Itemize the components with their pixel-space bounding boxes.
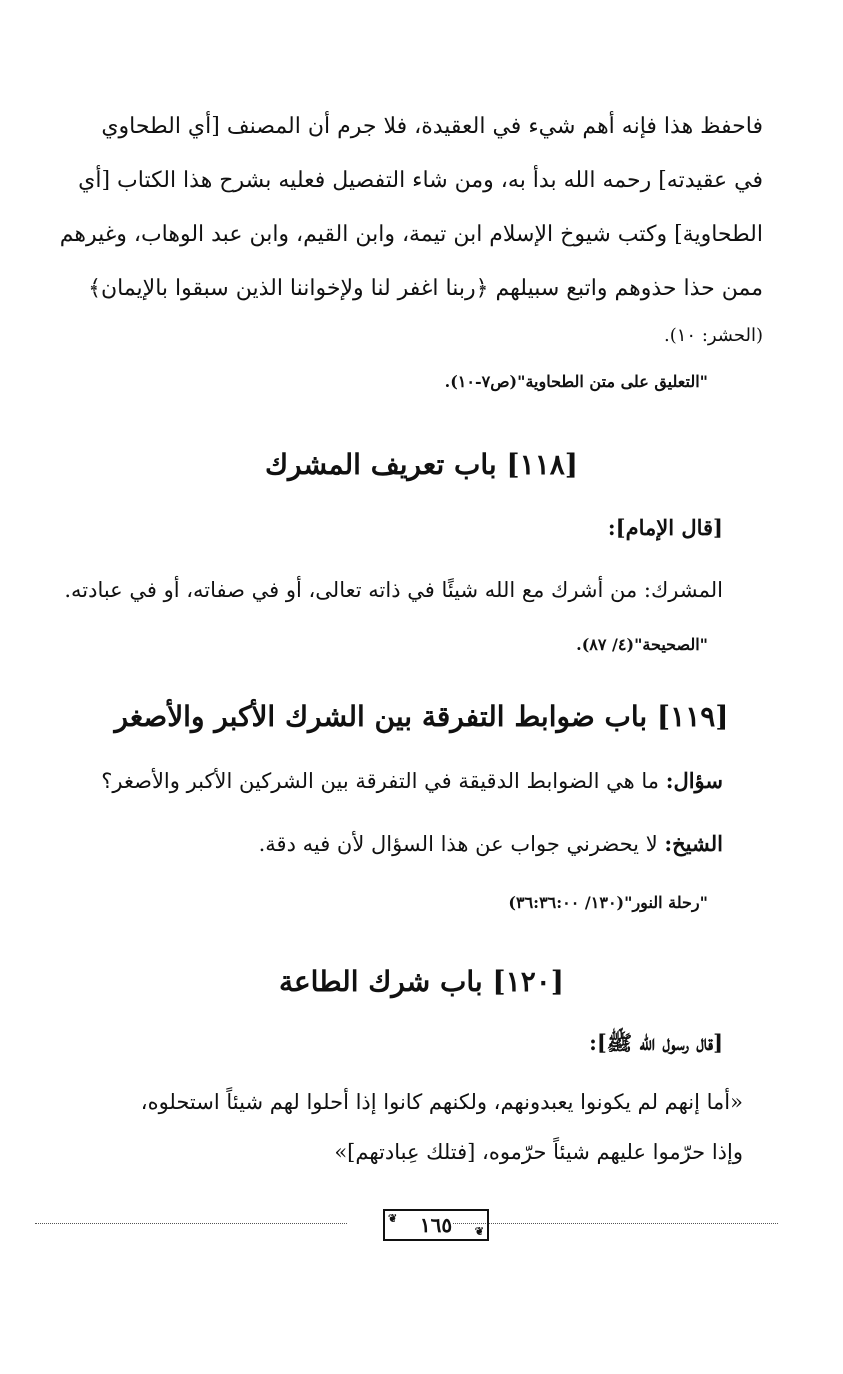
question-label: سؤال: (665, 768, 723, 793)
ornament-icon: ❦ (474, 1225, 484, 1238)
question-text: ما هي الضوابط الدقيقة في التفرقة بين الشركين الأكبر والأصغر؟ (101, 769, 660, 793)
hadith-line: «أما إنهم لم يكونوا يعبدونهم، ولكنهم كانوا إذا أحلوا لهم شيئاً استحلوه، (140, 1090, 743, 1114)
intro-line: في عقيدته] رحمه الله بدأ به، ومن شاء التفصيل فعليه بشرح هذا الكتاب [أي (78, 168, 763, 193)
speaker-label: [قال رسول الله ﷺ]: (589, 1030, 723, 1055)
quran-reference: (الحشر: ١٠). (664, 325, 763, 346)
intro-line: الطحاوية] وكتب شيوخ الإسلام ابن تيمة، وابن القيم، وابن عبد الوهاب، وغيرهم (59, 222, 763, 247)
section-heading-118: [١١٨] باب تعريف المشرك (264, 448, 579, 481)
intro-paragraph (59, 100, 763, 356)
page-number-text: ١٦٥ (419, 1213, 453, 1237)
speaker-label: [قال الإمام]: (607, 515, 723, 540)
section-heading-119: [١١٩] باب ضوابط التفرقة بين الشرك الأكبر والأصغر (114, 700, 729, 733)
answer-label: الشيخ: (664, 831, 723, 856)
source-citation: "التعليق على متن الطحاوية"(ص٧-١٠). (444, 372, 708, 391)
section-heading-120: [١٢٠] باب شرك الطاعة (278, 965, 565, 998)
source-citation: "الصحيحة"(٤/ ٨٧). (576, 635, 708, 654)
footer-rule (35, 1223, 347, 1224)
answer-text: لا يحضرني جواب عن هذا السؤال لأن فيه دقة. (258, 832, 658, 856)
intro-line: فاحفظ هذا فإنه أهم شيء في العقيدة، فلا جرم أن المصنف [أي الطحاوي (101, 114, 763, 139)
source-citation: "رحلة النور"(١٣٠/ ٣٦:٣٦:٠٠) (508, 893, 708, 912)
definition-text: المشرك: من أشرك مع الله شيئًا في ذاته تعالى، أو في صفاته، أو في عبادته. (64, 578, 723, 602)
hadith-line: وإذا حرّموا عليهم شيئاً حرّموه، [فتلك عِبادتهم]» (334, 1140, 743, 1164)
ornament-icon: ❦ (388, 1212, 398, 1225)
question-row (40, 768, 723, 793)
page-number (383, 1209, 489, 1241)
answer-row (40, 831, 723, 856)
intro-line: ممن حذا حذوهم واتبع سبيلهم ﴿ربنا اغفر لنا ولإخواننا الذين سبقوا بالإيمان﴾ (88, 276, 763, 301)
page-footer (35, 1205, 778, 1245)
footer-rule (453, 1223, 778, 1224)
